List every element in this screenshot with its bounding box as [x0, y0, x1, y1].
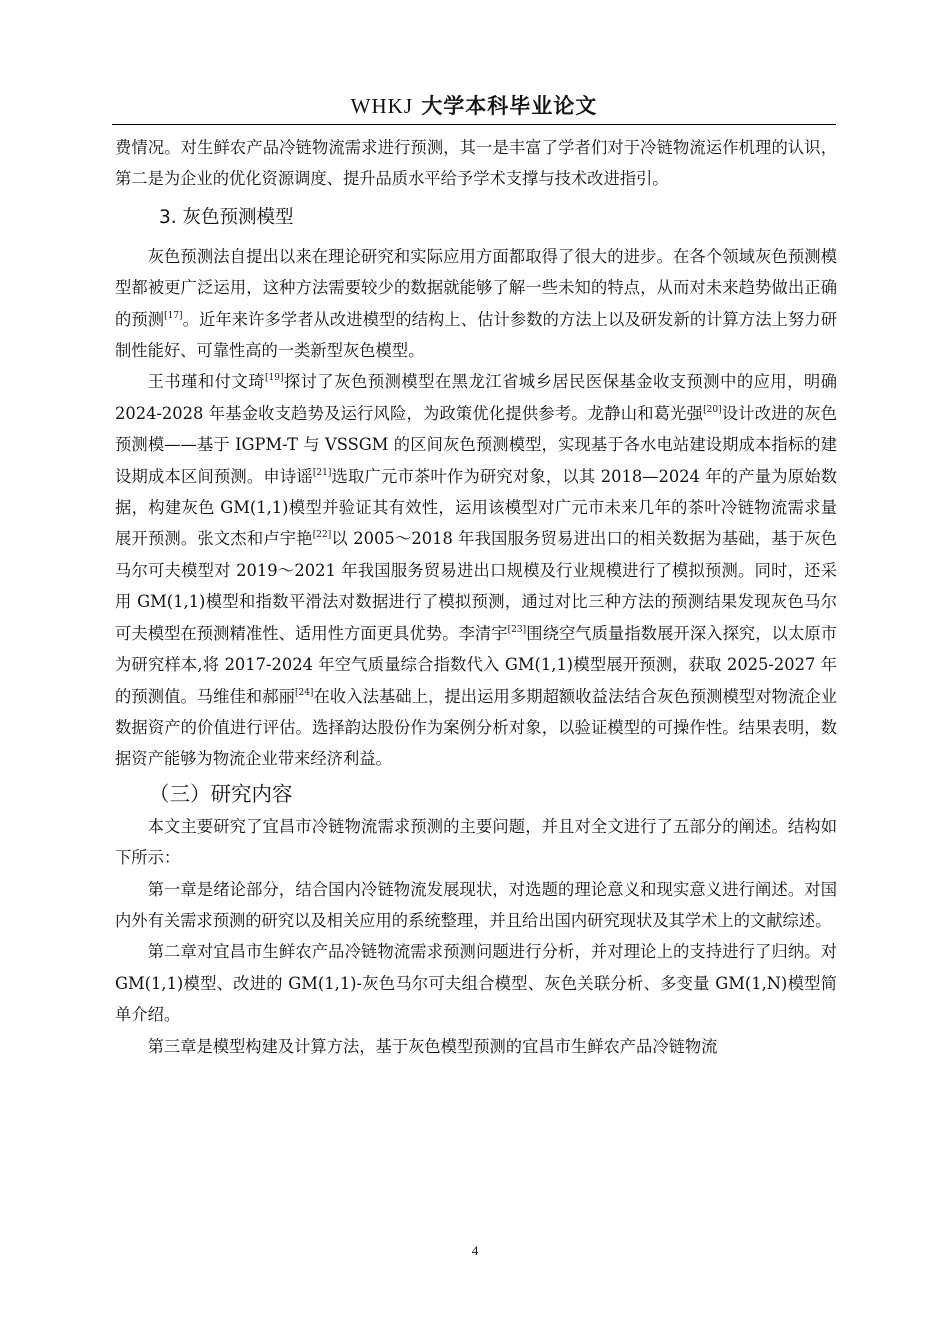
- page-header: [112, 92, 836, 120]
- citation-ref: [24]: [294, 687, 314, 698]
- header-code: WHKJ: [350, 94, 413, 118]
- paragraph-text: 王书瑾和付文琦: [147, 372, 266, 392]
- page-number: 4: [471, 1243, 479, 1258]
- paragraph-text: 设计改进的灰色预测模——基于 IGPM-T 与 VSSGM 的区间灰色预测模型，实现基于各水电站建设期成本指标的建设期成本区间预测。申诗谣: [115, 403, 837, 486]
- citation-ref: [22]: [312, 530, 332, 541]
- section-heading-grey-model: 3. 灰色预测模型: [159, 206, 294, 228]
- paragraph-grey-prediction-intro: [115, 241, 837, 367]
- paragraph-chapter-two: 第二章对宜昌市生鲜农产品冷链物流需求预测问题进行分析，并对理论上的支持进行了归纳。对 GM(1,1)模型、改进的 GM(1,1)-灰色马尔可夫组合模型、灰色关联分析、多变量 GM(1,N)模型简单介绍。: [115, 942, 837, 1025]
- paragraph-text: 围绕空气质量指数展开深入探究，以太原市为研究样本,将 2017-2024 年空气质量综合指数代入 GM(1,1)模型展开预测，获取 2025-2027 年的预测值。马维佳和郝丽: [115, 623, 837, 706]
- paragraph-literature-review: [115, 366, 837, 774]
- paragraph-chapter-three: 第三章是模型构建及计算方法，基于灰色模型预测的宜昌市生鲜农产品冷链物流: [147, 1036, 718, 1056]
- paragraph-continuation: 费情况。对生鲜农产品冷链物流需求进行预测，其一是丰富了学者们对于冷链物流运作机理的认识，第二是为企业的优化资源调度、提升品质水平给予学术支撑与技术改进指引。: [115, 138, 837, 189]
- paragraph-chapter-one: 第一章是绪论部分，结合国内冷链物流发展现状，对选题的理论意义和现实意义进行阐述。对国内外有关需求预测的研究以及相关应用的系统整理，并且给出国内研究现状及其学术上的文献综述。: [115, 879, 837, 930]
- citation-ref: [23]: [507, 624, 527, 635]
- section-heading-research-content: （三）研究内容: [149, 781, 293, 806]
- paragraph-text: 以 2005～2018 年我国服务贸易进出口的相关数据为基础，基于灰色马尔可夫模型对 2019～2021 年我国服务贸易进出口规模及行业规模进行了模拟预测。同时，还采用 GM(1,1)模型和指数平滑法对数据进行了模拟预测，通过对比三种方法的预测结果发现灰色马尔可夫模型在预测精准性、适用性方面更具优势。李清宇: [115, 529, 837, 643]
- header-title: 大学本科毕业论文: [421, 93, 598, 118]
- page-body: [115, 132, 837, 1062]
- paragraph-text: 选取广元市茶叶作为研究对象，以其 2018—2024 年的产量为原始数据，构建灰色 GM(1,1)模型并验证其有效性，运用该模型对广元市未来几年的茶叶冷链物流需求量展开预测。张文杰和卢宇艳: [115, 466, 837, 549]
- citation-ref: [20]: [703, 404, 722, 415]
- paragraph-text: 。近年来许多学者从改进模型的结构上、估计参数的方法上以及研发新的计算方法上努力研制性能好、可靠性高的一类新型灰色模型。: [115, 309, 837, 361]
- header-rule: [112, 124, 836, 125]
- citation-ref: [19]: [265, 373, 284, 384]
- citation-ref: [17]: [164, 310, 183, 321]
- paragraph-text: 在收入法基础上，提出运用多期超额收益法结合灰色预测模型对物流企业数据资产的价值进行评估。选择韵达股份作为案例分析对象，以验证模型的可操作性。结果表明，数据资产能够为物流企业带来经济利益。: [115, 686, 837, 769]
- paragraph-text: 灰色预测法自提出以来在理论研究和实际应用方面都取得了很大的进步。在各个领域灰色预测模型都被更广泛运用，这种方法需要较少的数据就能够了解一些未知的特点，从而对未来趋势做出正确的预测: [115, 246, 837, 329]
- paragraph-research-overview: 本文主要研究了宜昌市冷链物流需求预测的主要问题，并且对全文进行了五部分的阐述。结构如下所示：: [115, 816, 837, 868]
- citation-ref: [21]: [312, 467, 332, 478]
- paragraph-text: 探讨了灰色预测模型在黑龙江省城乡居民医保基金收支预测中的应用，明确 2024-2028 年基金收支趋势及运行风险，为政策优化提供参考。龙静山和葛光强: [115, 372, 837, 423]
